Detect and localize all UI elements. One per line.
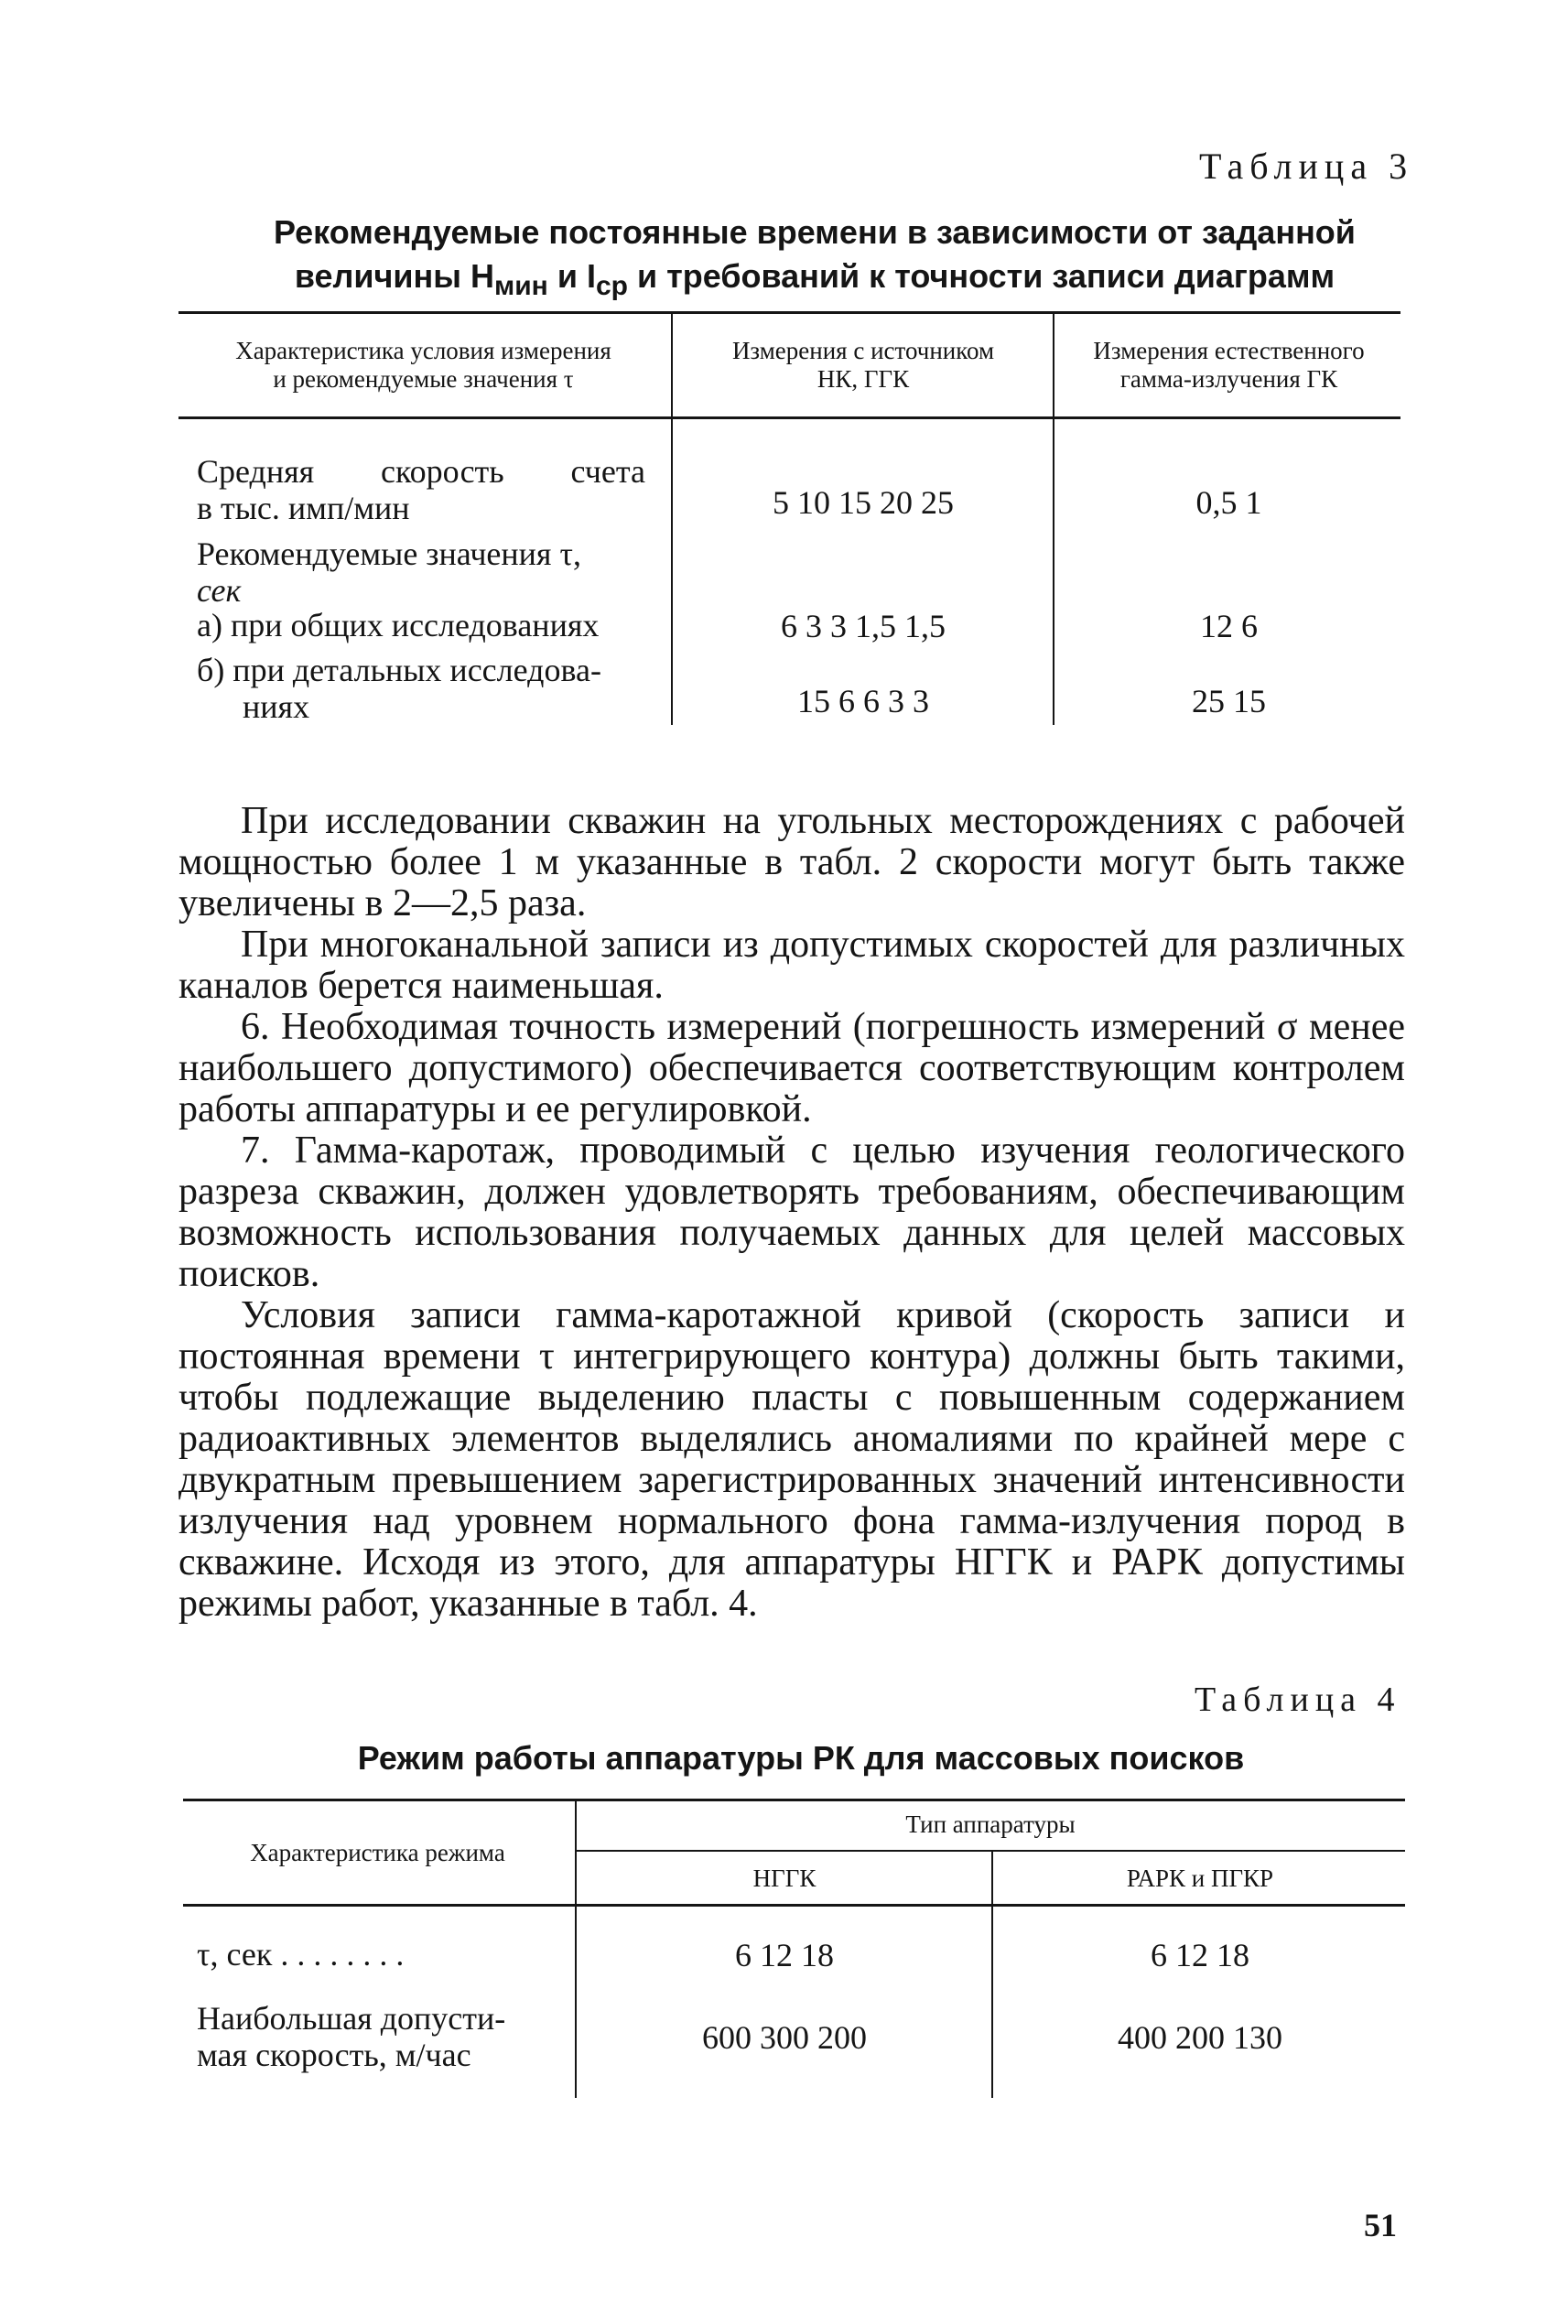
paragraph-coal-deposits: При исследовании скважин на угольных месторождениях с рабочей мощностью более 1 м указанные в табл. 2 скорости могут быть также увеличены в 2—2,5 раза. — [178, 800, 1405, 924]
table-3-header-source — [676, 337, 1051, 394]
table-3-label: Таблица 3 — [1199, 146, 1414, 187]
max-speed-label-line-1: Наибольшая допусти- — [197, 2000, 506, 2037]
paragraph-recording-conditions: Условия записи гамма-каротажной кривой (скорость записи и постоянная времени τ интегрирующего контура) должны быть такими, чтобы подлежащие выделению пласты с повышенным содержанием радиоактивных элементов выделялись аномалиями по крайней мере с двукратным превышением зарегистрированных значений интенсивности излучения над уровнем нормального фона гамма-излучения пород в скважине. Исходя из этого, для аппаратуры НГГК и РАРК допустимы режимы работ, указанные в табл. 4. — [178, 1294, 1405, 1625]
table-4-tau-nggk: 6 12 18 — [735, 1937, 834, 1973]
table-3-row-detailed-label — [197, 652, 673, 725]
header-natural-line-1: Измерения естественного — [1093, 337, 1365, 364]
table-3-detailed-source: 15 6 6 3 3 — [797, 683, 929, 719]
caption-sub-min: мин — [494, 271, 548, 302]
header-natural-line-2: гамма-излучения ГК — [1119, 365, 1338, 393]
max-speed-label-line-2: мая скорость, м/час — [197, 2037, 471, 2073]
table-4-header-rark: РАРК и ПГКР — [1126, 1865, 1274, 1892]
table-3-row-general-label: а) при общих исследованиях — [197, 607, 600, 643]
recommended-label-line-1: Рекомендуемые значения τ, — [197, 535, 581, 572]
table-3-general-natural: 12 6 — [1200, 608, 1258, 644]
speed-label-line-1: Средняя скорость счета — [197, 453, 645, 490]
table-3-caption-line-1: Рекомендуемые постоянные времени в зависимости от заданной — [274, 213, 1356, 251]
caption-text-a: величины H — [294, 257, 495, 295]
table-3-header-characteristic — [178, 337, 668, 394]
header-source-line-2: НК, ГГК — [816, 365, 910, 393]
table-3-speed-natural: 0,5 1 — [1195, 484, 1262, 521]
recommended-label-line-2: сек — [197, 572, 242, 609]
table-3-caption-line-2 — [220, 254, 1410, 308]
table-3-caption — [220, 211, 1410, 308]
table-3-header-rule — [178, 416, 1400, 419]
table-4-tau-rark: 6 12 18 — [1151, 1937, 1249, 1973]
table-3-general-source: 6 3 3 1,5 1,5 — [781, 608, 946, 644]
table-4-caption: Режим работы аппаратуры РК для массовых поисков — [357, 1739, 1245, 1777]
table-4-vline-2 — [991, 1852, 993, 2098]
paragraph-item-7: 7. Гамма-каротаж, проводимый с целью изучения геологического разреза скважин, должен удовлетворять требованиям, обеспечивающим возможность использования получаемых данных для целей массовых поисков. — [178, 1130, 1405, 1295]
page-number: 51 — [1364, 2207, 1397, 2243]
table-3-speed-source: 5 10 15 20 25 — [773, 484, 954, 521]
caption-text-b: и I — [547, 257, 596, 295]
paragraph-item-6: 6. Необходимая точность измерений (погрешность измерений σ менее наибольшего допустимого) обеспечивается соответствующим контролем работы аппаратуры и ее регулировкой. — [178, 1006, 1405, 1130]
table-4-vline-1 — [575, 1800, 577, 2098]
table-4-top-rule — [183, 1799, 1405, 1801]
caption-sub-sr: ср — [595, 271, 628, 302]
table-3-detailed-natural: 25 15 — [1192, 683, 1266, 719]
table-3-vline-2 — [1053, 313, 1054, 725]
table-4-speed-nggk: 600 300 200 — [702, 2019, 867, 2056]
speed-label-line-2: в тыс. имп/мин — [197, 490, 410, 526]
table-4-label: Таблица 4 — [1195, 1681, 1401, 1719]
table-4-speed-rark: 400 200 130 — [1118, 2019, 1282, 2056]
detailed-label-line-2: ниях — [243, 688, 310, 725]
table-4-header-nggk: НГГК — [752, 1865, 816, 1892]
table-3-header-natural — [1057, 337, 1400, 394]
body-text-block — [178, 801, 1405, 1625]
table-4-row-tau-label: τ, сек . . . . . . . . — [197, 1936, 405, 1973]
table-4-row-speed-label — [197, 2000, 572, 2073]
header-characteristic-line-1: Характеристика условия измерения — [235, 337, 611, 364]
table-3-top-rule — [178, 311, 1400, 314]
table-4-header-type: Тип аппаратуры — [905, 1811, 1076, 1838]
detailed-label-line-1: б) при детальных исследова- — [197, 652, 601, 688]
table-4-header-characteristic: Характеристика режима — [250, 1839, 505, 1866]
table-3-recommended-label — [197, 535, 659, 609]
header-characteristic-line-2: и рекомендуемые значения τ — [273, 365, 574, 393]
paragraph-multichannel: При многоканальной записи из допустимых скоростей для различных каналов берется наименьшая. — [178, 924, 1405, 1007]
table-4-header-rule — [183, 1904, 1405, 1907]
caption-text-c: и требований к точности записи диаграмм — [627, 257, 1336, 295]
header-source-line-1: Измерения с источником — [731, 337, 995, 364]
table-3-row-speed-label — [197, 453, 645, 526]
